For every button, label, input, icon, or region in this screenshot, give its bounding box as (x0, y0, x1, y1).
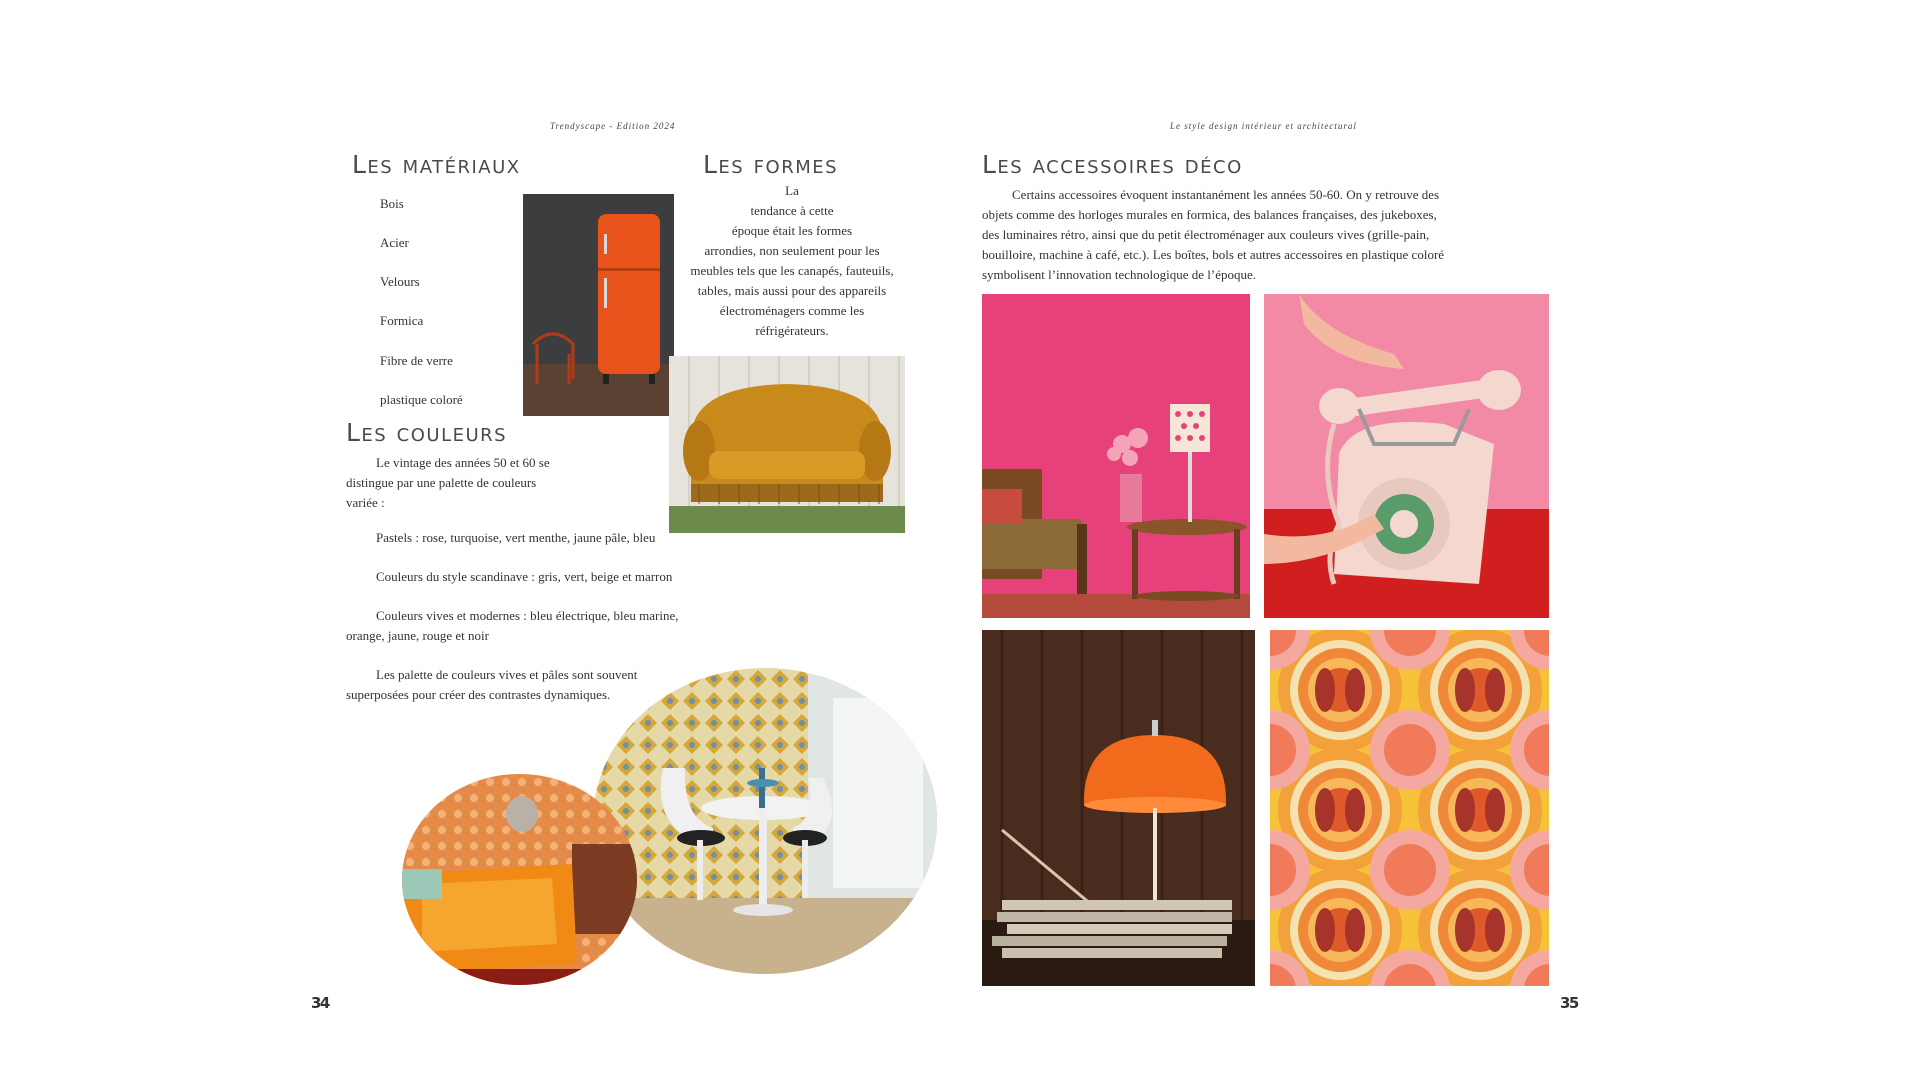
retro-pattern-photo (1270, 630, 1549, 986)
forms-heading: Les formes (703, 150, 839, 179)
colors-contrast: Les palette de couleurs vives et pâles sont souvent superposées pour créer des contrastes dynamiques. (346, 667, 638, 702)
materials-heading: Les matériaux (352, 150, 521, 179)
material-item: Velours (380, 274, 420, 289)
colors-scandinavian: Couleurs du style scandinave : gris, vert, beige et marron (376, 569, 673, 584)
material-item: Fibre de verre (380, 353, 453, 368)
colors-pastels: Pastels : rose, turquoise, vert menthe, jaune pâle, bleu (376, 530, 656, 545)
accessories-paragraph: Certains accessoires évoquent instantanément les années 50-60. On y retrouve des objets comme des horloges murales en formica, des balances françaises, des jukeboxes, des luminaires rétro, ainsi que du petit électroménager aux couleurs vives (grille-pain, bouilloire, machine à café, etc.). Les boîtes, bols et autres accessoires en plastique coloré symbolisent l’innovation technologique de l’époque. (982, 187, 1445, 282)
orange-lamp-photo (982, 630, 1255, 986)
materials-list (380, 196, 540, 416)
colors-heading: Les couleurs (346, 418, 508, 447)
pink-living-room-photo (982, 294, 1250, 618)
dining-room-circle-photo (593, 668, 937, 974)
left-page-number: 34 (311, 994, 329, 1012)
material-item: Formica (380, 313, 424, 328)
material-item: Bois (380, 196, 404, 211)
right-running-header: Le style design intérieur et architectural (1170, 121, 1357, 131)
forms-paragraph: La tendance à cette époque était les formes arrondies, non seulement pour les meubles tels que les canapés, fauteuils, tables, mais aussi pour des appareils électroménagers comme les réfrigérateurs. (690, 183, 894, 338)
colors-vivid: Couleurs vives et modernes : bleu électrique, bleu marine, orange, jaune, rouge et noir (346, 608, 679, 643)
bedroom-circle-photo (402, 774, 637, 985)
colors-intro: Le vintage des années 50 et 60 se distingue par une palette de couleurs variée : (346, 455, 550, 510)
material-item: Acier (380, 235, 409, 250)
material-item: plastique coloré (380, 392, 463, 407)
mustard-sofa-photo (669, 356, 905, 533)
accessories-heading: Les accessoires déco (982, 150, 1243, 179)
right-page-number: 35 (1560, 994, 1578, 1012)
orange-fridge-photo (523, 194, 674, 416)
left-running-header: Trendyscape - Edition 2024 (550, 121, 676, 131)
rotary-telephone-photo (1264, 294, 1549, 618)
